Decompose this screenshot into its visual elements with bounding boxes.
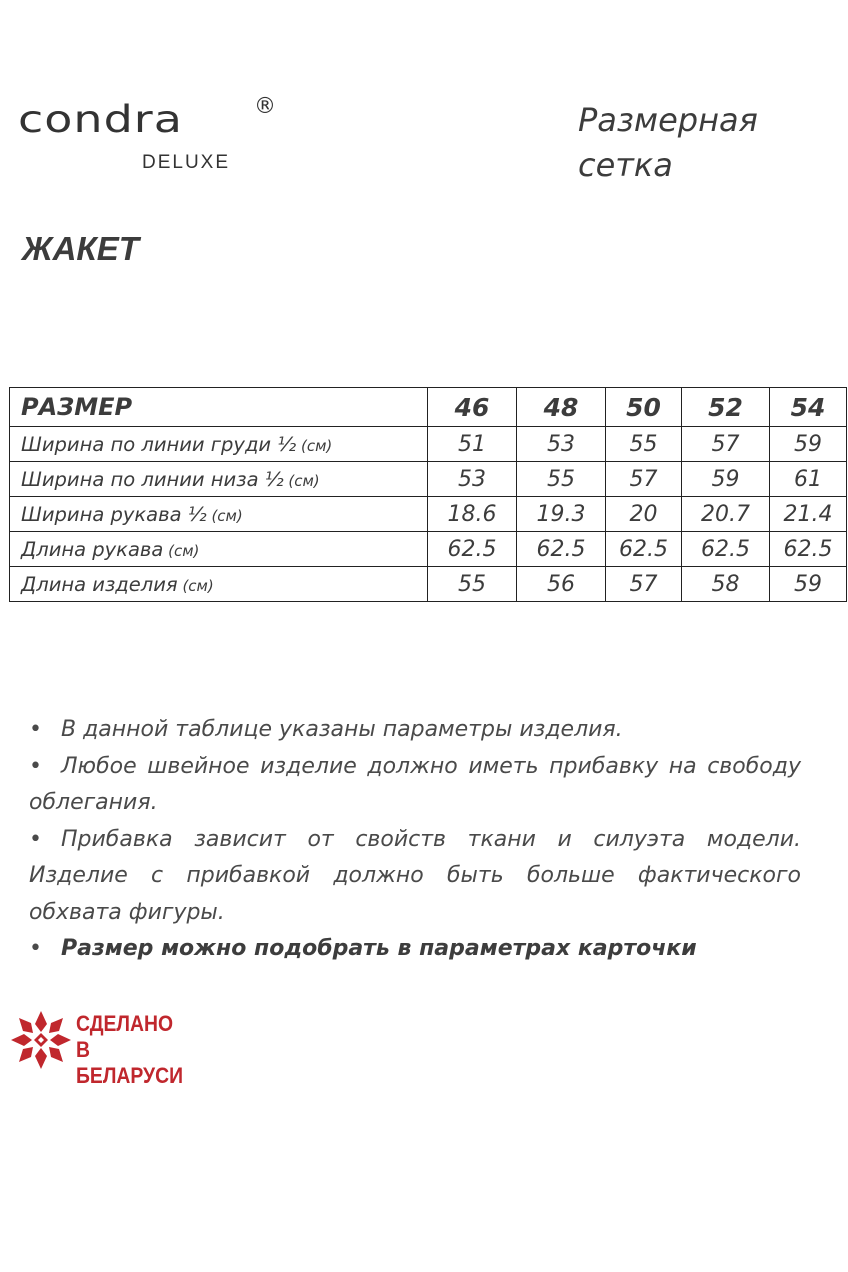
note-item <box>29 712 801 749</box>
note-text: Прибавка зависит от свойств ткани и силуэта модели. Изделие с прибавкой должно быть больше фактического обхвата фигуры. <box>29 826 801 925</box>
row-unit: (см) <box>163 541 200 560</box>
table-cell: 59 <box>770 427 847 462</box>
table-cell: 62.5 <box>428 532 517 567</box>
size-header-cell: 50 <box>606 388 682 427</box>
table-cell: 18.6 <box>428 497 517 532</box>
table-cell: 57 <box>682 427 770 462</box>
table-cell: 58 <box>682 567 770 602</box>
made-in-line-1: СДЕЛАНО <box>76 1011 174 1036</box>
bullet-icon: • <box>29 717 42 742</box>
size-header-row <box>10 388 847 427</box>
made-in-text <box>76 1011 194 1089</box>
title-line-1: Размерная <box>578 101 758 139</box>
table-cell: 19.3 <box>517 497 606 532</box>
table-cell: 57 <box>606 567 682 602</box>
row-label <box>10 462 428 497</box>
size-header-cell: 46 <box>428 388 517 427</box>
row-label-text: Длина изделия <box>21 572 178 596</box>
row-label <box>10 532 428 567</box>
registered-mark: ® <box>254 94 276 119</box>
brand-logo <box>18 96 288 186</box>
bullet-icon: • <box>29 936 42 961</box>
row-label-text: Ширина рукава ½ <box>21 502 207 526</box>
table-cell: 62.5 <box>517 532 606 567</box>
row-unit: (см) <box>296 436 333 455</box>
table-cell: 20.7 <box>682 497 770 532</box>
row-label <box>10 497 428 532</box>
table-cell: 57 <box>606 462 682 497</box>
table-row <box>10 462 847 497</box>
bullet-icon: • <box>29 753 42 779</box>
made-in-belarus-badge <box>10 1010 210 1088</box>
size-header-cell: 52 <box>682 388 770 427</box>
table-cell: 59 <box>770 567 847 602</box>
table-cell: 20 <box>606 497 682 532</box>
note-text: В данной таблице указаны параметры изделия. <box>61 717 623 742</box>
size-header-cell: 54 <box>770 388 847 427</box>
title-line-2: сетка <box>578 146 673 184</box>
note-text: Любое швейное изделие должно иметь прибавку на свободу облегания. <box>29 753 801 815</box>
size-header-cell: 48 <box>517 388 606 427</box>
row-unit: (см) <box>177 576 214 595</box>
page-title <box>578 98 828 188</box>
notes-list <box>29 712 801 968</box>
row-unit: (см) <box>283 471 320 490</box>
note-item <box>29 749 801 822</box>
table-row <box>10 497 847 532</box>
row-label <box>10 567 428 602</box>
table-cell: 51 <box>428 427 517 462</box>
row-label-text: Ширина по линии груди ½ <box>21 432 297 456</box>
table-cell: 61 <box>770 462 847 497</box>
table-cell: 53 <box>517 427 606 462</box>
row-label-text: Длина рукава <box>21 537 164 561</box>
note-text: Размер можно подобрать в параметрах карточки <box>61 936 697 961</box>
bullet-icon: • <box>29 826 42 852</box>
table-cell: 59 <box>682 462 770 497</box>
table-cell: 55 <box>606 427 682 462</box>
row-label <box>10 427 428 462</box>
table-row <box>10 532 847 567</box>
table-cell: 21.4 <box>770 497 847 532</box>
table-row <box>10 427 847 462</box>
belarusian-ornament-icon <box>10 1010 72 1070</box>
table-cell: 56 <box>517 567 606 602</box>
table-cell: 62.5 <box>606 532 682 567</box>
table-cell: 53 <box>428 462 517 497</box>
table-cell: 55 <box>428 567 517 602</box>
row-label-text: Ширина по линии низа ½ <box>21 467 284 491</box>
size-table <box>9 387 847 602</box>
table-cell: 62.5 <box>682 532 770 567</box>
made-in-line-2: В БЕЛАРУСИ <box>76 1037 184 1088</box>
note-item <box>29 822 801 932</box>
brand-name: condra <box>18 96 183 142</box>
note-item <box>29 931 801 968</box>
size-header-label: РАЗМЕР <box>10 388 428 427</box>
table-cell: 62.5 <box>770 532 847 567</box>
table-cell: 55 <box>517 462 606 497</box>
brand-line: DELUXE <box>142 152 231 173</box>
table-row <box>10 567 847 602</box>
row-unit: (см) <box>206 506 243 525</box>
product-name: ЖАКЕТ <box>22 230 139 267</box>
